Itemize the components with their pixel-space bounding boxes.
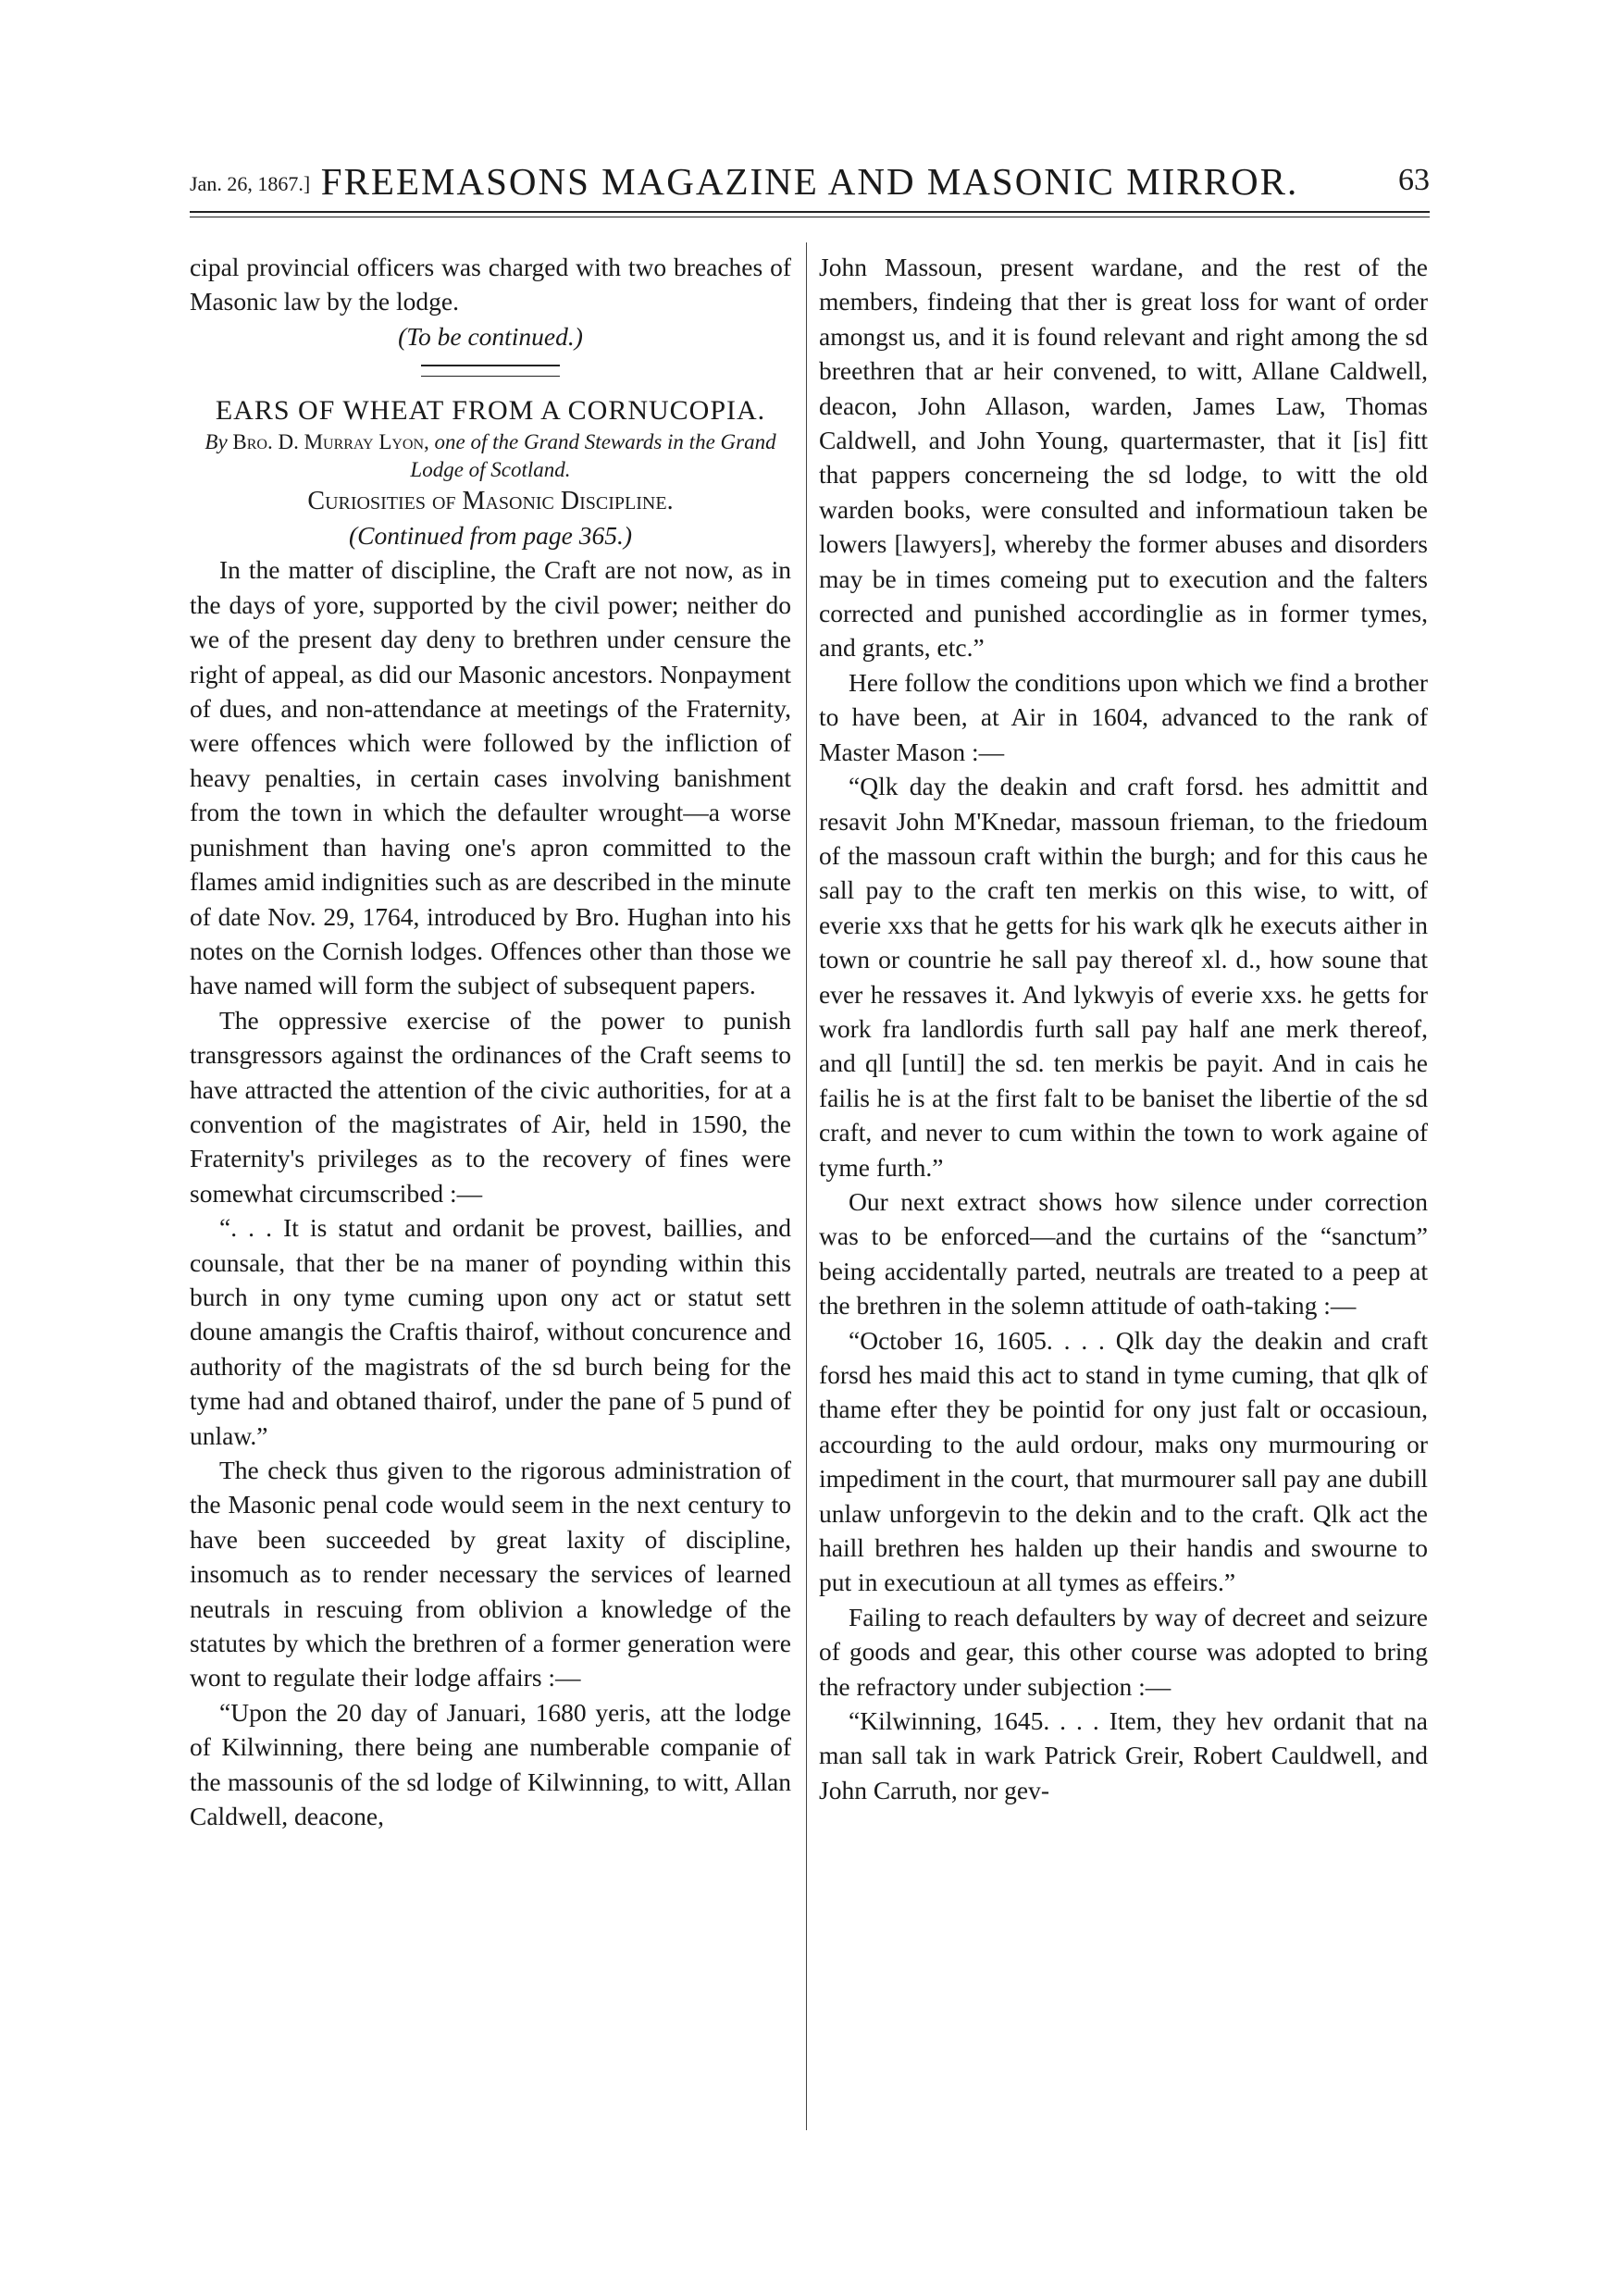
byline-role: one of the Grand Stewards in the Grand Lodge of Scotland.: [410, 429, 776, 481]
page-header: [190, 155, 1430, 202]
left-paragraph-1: In the matter of discipline, the Craft are not now, as in the days of yore, supported by the civil power; neither do we of the present day deny to brethren under censure the right of appeal, as did our Masonic ancestors. Nonpayment of dues, and non-attendance at meetings of the Fraternity, were offences which were followed by the infliction of heavy penalties, in certain cases involving banishment from the town in which the defaulter wrought—a worse punishment than having one's apron committed to the flames amid indignities such as are described in the minute of date Nov. 29, 1764, introduced by Bro. Hughan into his notes on the Cornish lodges. Offences other than those we have named will form the subject of subsequent papers.: [190, 555, 791, 1000]
right-paragraph-7: “Kilwinning, 1645. . . . Item, they hev ordanit that na man sall tak in wark Patrick Greir, Robert Cauldwell, and John Carruth, nor gev-: [819, 1706, 1428, 1804]
left-paragraph-0: cipal provincial officers was charged with two breaches of Masonic law by the lodge.: [190, 253, 791, 316]
byline-name: Bro. D. Murray Lyon,: [232, 429, 429, 453]
right-paragraph-1: John Massoun, present wardane, and the rest of the members, findeing that ther is great loss for want of order amongst us, and it is found relevant and right among the sd breethren that ar heir convened, to witt, Allane Caldwell, deacon, John Allason, warden, James Law, Thomas Caldwell, and John Young, quartermaster, that it [is] fitt that pappers concerneing the sd lodge, to witt the old warden books, were consulted and informatioun taken be lowers [lawyers], whereby the former abuses and disorders may be in times comeing put to execution and the falters corrected and punished accordinglie as in former tymes, and grants, etc.”: [819, 253, 1428, 663]
page-number: 63: [1398, 163, 1430, 197]
left-column: [190, 250, 791, 1833]
article-separator: [421, 365, 560, 366]
right-paragraph-4: Our next extract shows how silence under correction was to be enforced—and the curtains of the “sanctum” being accidentally parted, neutrals are treated to a peep at the brethren in the solemn attitude of oath-taking :—: [819, 1186, 1428, 1320]
header-rule: [190, 211, 1430, 213]
right-paragraph-3: “Qlk day the deakin and craft forsd. hes admittit and resavit John M'Knedar, massoun frieman, to the friedoum of the massoun craft within the burgh; and for this caus he sall pay to the craft ten merkis on this wise, to witt, of everie xxs that he getts for his wark qlk he executs aither in town or countrie he sall pay thereof xl. d., how soune that ever he ressaves it. And lykwyis of everie xxs. he getts for work fra landlordis furth sall pay half ane merk thereof, and qll [until] the sd. ten merkis be payit. And in cais he failis he is at the first falt to be baniset the libertie of the sd craft, and never to cum within the town to work againe of tyme furth.”: [819, 772, 1428, 1182]
left-paragraph-4: The check thus given to the rigorous administration of the Masonic penal code would seem in the next century to have been succeeded by great laxity of discipline, insomuch as to render necessary the services of learned neutrals in rescuing from oblivion a knowledge of the statutes by which the brethren of a former generation were wont to regulate their lodge affairs :—: [190, 1456, 791, 1692]
magazine-title: FREEMASONS MAGAZINE AND MASONIC MIRROR.: [320, 160, 1299, 203]
right-paragraph-5: “October 16, 1605. . . . Qlk day the deakin and craft forsd hes maid this act to stand in tyme cuming, that qlk of thame efter they be pointid for ony just falt or occasioun, accourding to the auld ordour, maks ony murmouring or impediment in the court, that murmourer sall pay ane dubill unlaw unforgevin to the dekin and to the craft. Qlk act the haill brethren hes halden up their handis and swourne to put in executioun at all tymes as effeirs.”: [819, 1325, 1428, 1597]
left-paragraph-5: “Upon the 20 day of Januari, 1680 yeris, att the lodge of Kilwinning, there being ane numberable companie of the massounis of the sd lodge of Kilwinning, to witt, Allan Caldwell, deacone,: [190, 1697, 791, 1831]
article-title: EARS OF WHEAT FROM A CORNUCOPIA.: [215, 395, 766, 427]
article-byline: [190, 428, 791, 484]
right-column: [819, 250, 1428, 1807]
left-paragraph-3: “. . . It is statut and ordanit be provest, baillies, and counsale, that ther be na maner of poynding within this burch in ony tyme cuming upon ony act or statut sett doune amangis the Craftis thairof, without concurence and authority of the magistrats of the sd burch being for the tyme had and obtaned thairof, under the pane of 5 pund of unlaw.”: [190, 1213, 791, 1450]
continued-from-note: (Continued from page 365.): [348, 521, 633, 551]
to-be-continued: (To be continued.): [398, 321, 583, 351]
byline-by: By: [205, 429, 228, 453]
left-paragraph-2: The oppressive exercise of the power to punish transgressors against the ordinances of the Craft seems to have attracted the attention of the civic authorities, for at a convention of the magistrates of Air, held in 1590, the Fraternity's privileges as to the recovery of fines were somewhat circumscribed :—: [190, 1005, 791, 1208]
article-separator-thin: [421, 376, 560, 377]
section-subhead: Curiosities of Masonic Discipline.: [307, 486, 674, 515]
right-paragraph-6: Failing to reach defaulters by way of decreet and seizure of goods and gear, this other course was adopted to bring the refractory under subjection :—: [819, 1602, 1428, 1701]
column-divider: [806, 242, 807, 2130]
issue-date: Jan. 26, 1867.]: [190, 172, 311, 195]
right-paragraph-2: Here follow the conditions upon which we find a brother to have been, at Air in 1604, advanced to the rank of Master Mason :—: [819, 667, 1428, 766]
